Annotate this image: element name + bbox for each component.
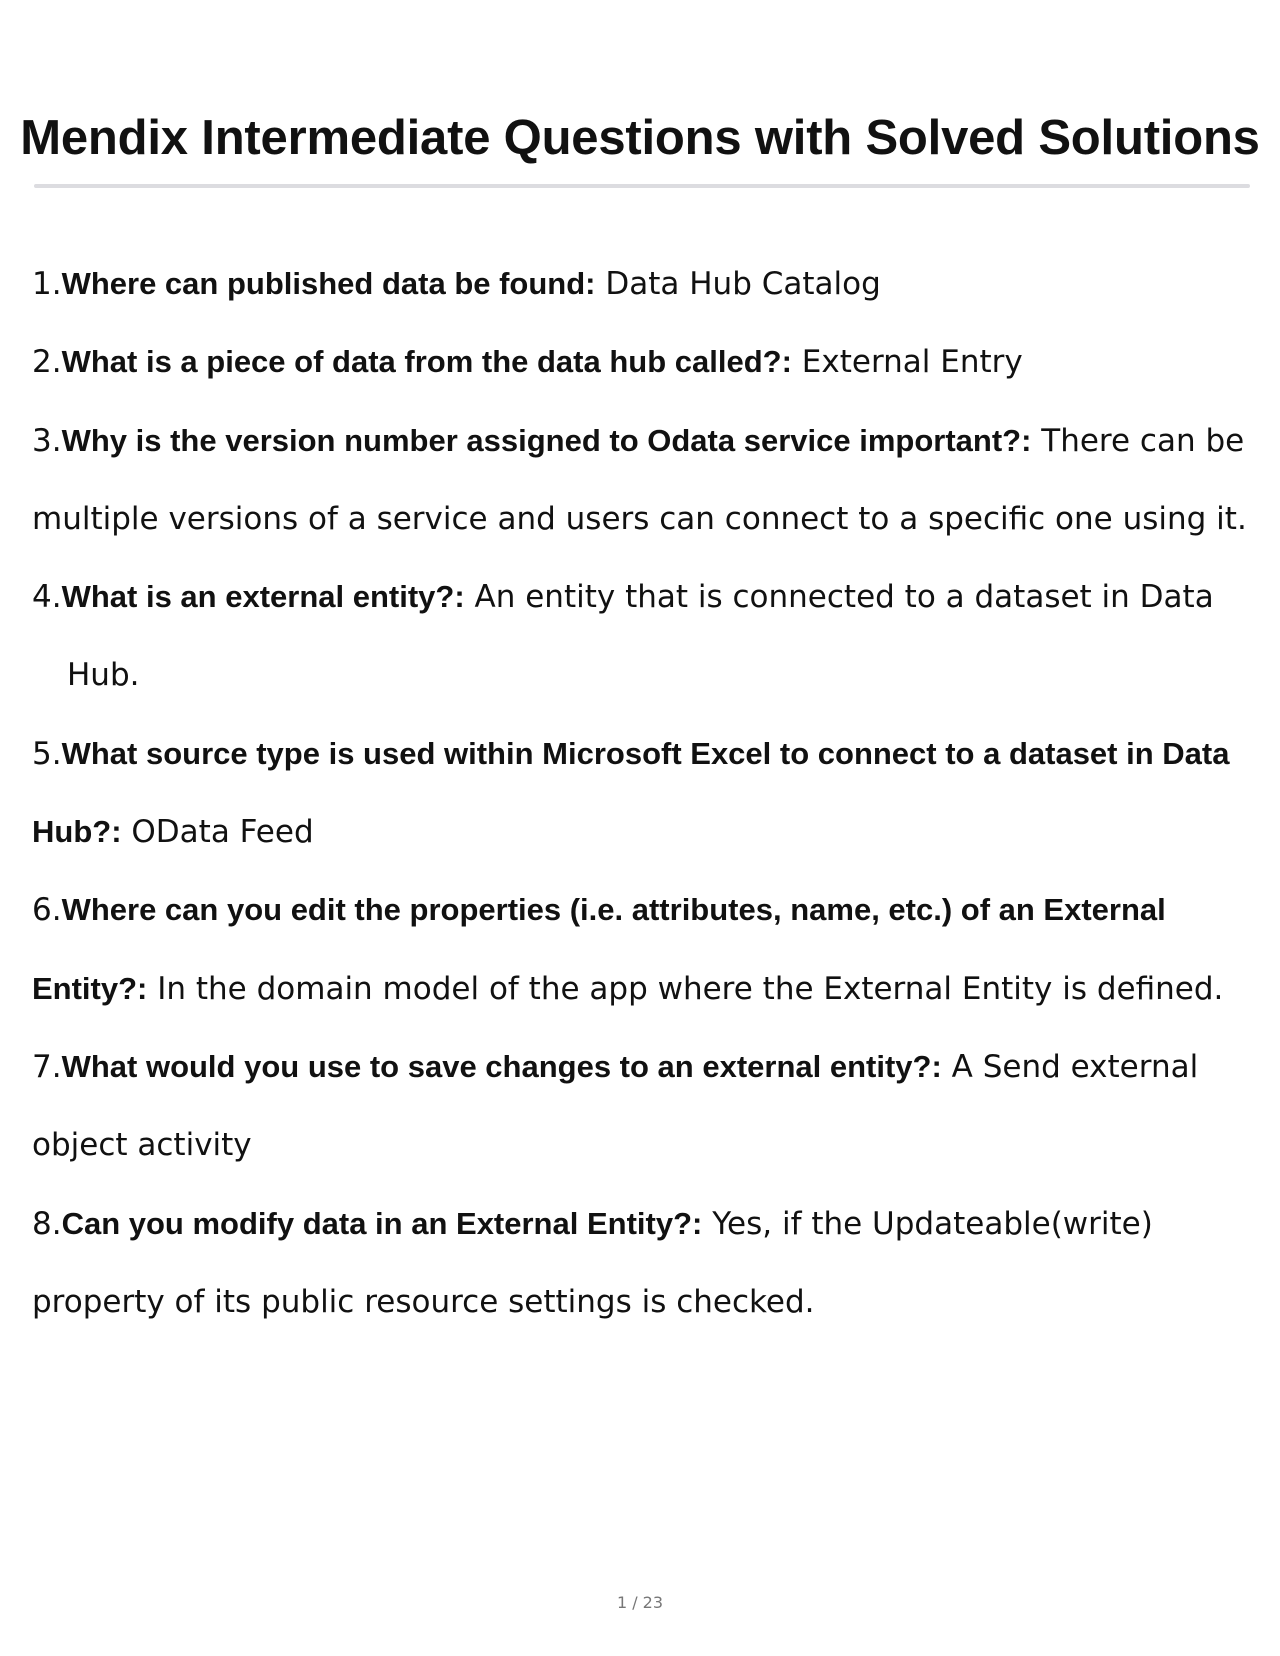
answer-text: Yes, if the Updateable(write) property of its public resource settings is checked. [32,1205,1153,1320]
item-number: 6. [32,892,62,929]
answer-text: There can be multiple versions of a service and users can connect to a specific one using it. [32,422,1247,537]
item-number: 3. [32,422,62,459]
answer-text: OData Feed [131,814,314,851]
item-number: 7. [32,1048,62,1085]
list-item [32,245,1252,323]
page-number: 1 / 23 [616,1593,664,1612]
item-number: 4. [32,579,62,616]
question-text: What would you use to save changes to an external entity?: [61,1048,942,1084]
answer-text: In the domain model of the app where the External Entity is defined. [157,970,1224,1007]
question-text: What is an external entity?: [61,579,465,615]
answer-text: Data Hub Catalog [605,266,881,302]
answer-text: External Entry [801,344,1023,381]
question-text: Can you modify data in an External Entity?: [61,1205,703,1241]
list-item [32,402,1252,559]
item-number: 2. [32,344,62,381]
question-text: Where can you edit the properties (i.e. attributes, name, etc.) of an External Entity?: [32,892,1166,1006]
title-divider [34,184,1250,188]
page-title: Mendix Intermediate Questions with Solved Solutions [20,111,1260,165]
list-item [32,715,1252,872]
question-text: Why is the version number assigned to Odata service important?: [61,422,1032,458]
list-item [32,1028,1252,1185]
list-item [32,558,1252,715]
list-item [32,323,1252,401]
question-text: What source type is used within Microsoft Excel to connect to a dataset in Data Hub?: [32,735,1230,850]
question-text: Where can published data be found: [61,266,596,301]
item-number: 5. [32,735,62,772]
question-text: What is a piece of data from the data hub called?: [61,344,792,380]
answer-text: A Send external object activity [32,1048,1199,1164]
question-list [32,245,1252,1341]
answer-text: An entity that is connected to a dataset in Data Hub. [67,579,1214,694]
item-number: 1. [32,266,62,302]
item-number: 8. [32,1205,62,1242]
list-item [32,871,1252,1028]
list-item [32,1185,1252,1342]
